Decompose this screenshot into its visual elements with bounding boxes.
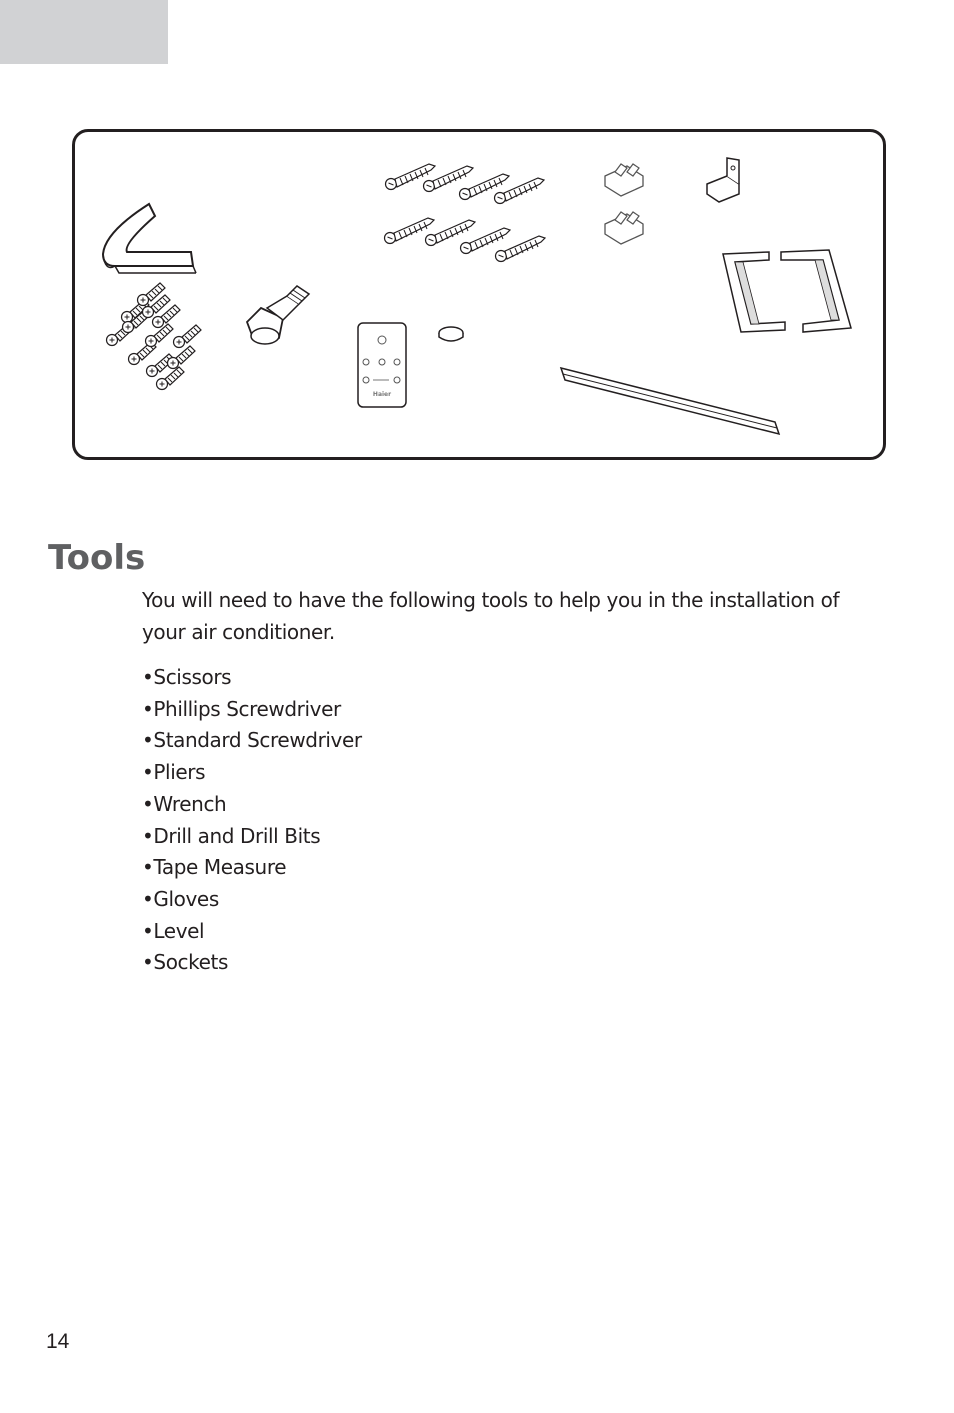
header-tab-block [0,0,168,64]
side-panels-icon [723,250,851,332]
tool-list [142,662,362,979]
battery-icon [439,327,463,341]
foam-seal-icon [103,204,196,273]
remote-control-icon [358,323,406,407]
list-item: •Wrench [142,791,227,816]
remote-brand-label: Haier [372,391,392,398]
list-item: •Level [142,918,205,943]
section-title: Tools [48,538,146,578]
window-locks-icon [605,164,643,244]
page-number: 14 [46,1330,70,1353]
list-item: •Sockets [142,950,228,975]
list-item: •Drill and Drill Bits [142,823,321,848]
long-screws-icon [385,164,546,262]
list-item: •Standard Screwdriver [142,728,362,753]
list-item: •Phillips Screwdriver [142,696,341,721]
list-item: •Tape Measure [142,855,287,880]
list-item: •Scissors [142,665,232,689]
l-bracket-icon [707,158,739,202]
top-rail-icon [561,368,779,434]
list-item: •Gloves [142,886,219,911]
intro-paragraph: You will need to have the following tools to help you in the installation of your air conditioner. [142,588,840,644]
parts-figure [72,129,886,460]
list-item: •Pliers [142,760,206,785]
short-screws-icon [107,283,202,390]
drain-connector-icon [247,286,309,344]
